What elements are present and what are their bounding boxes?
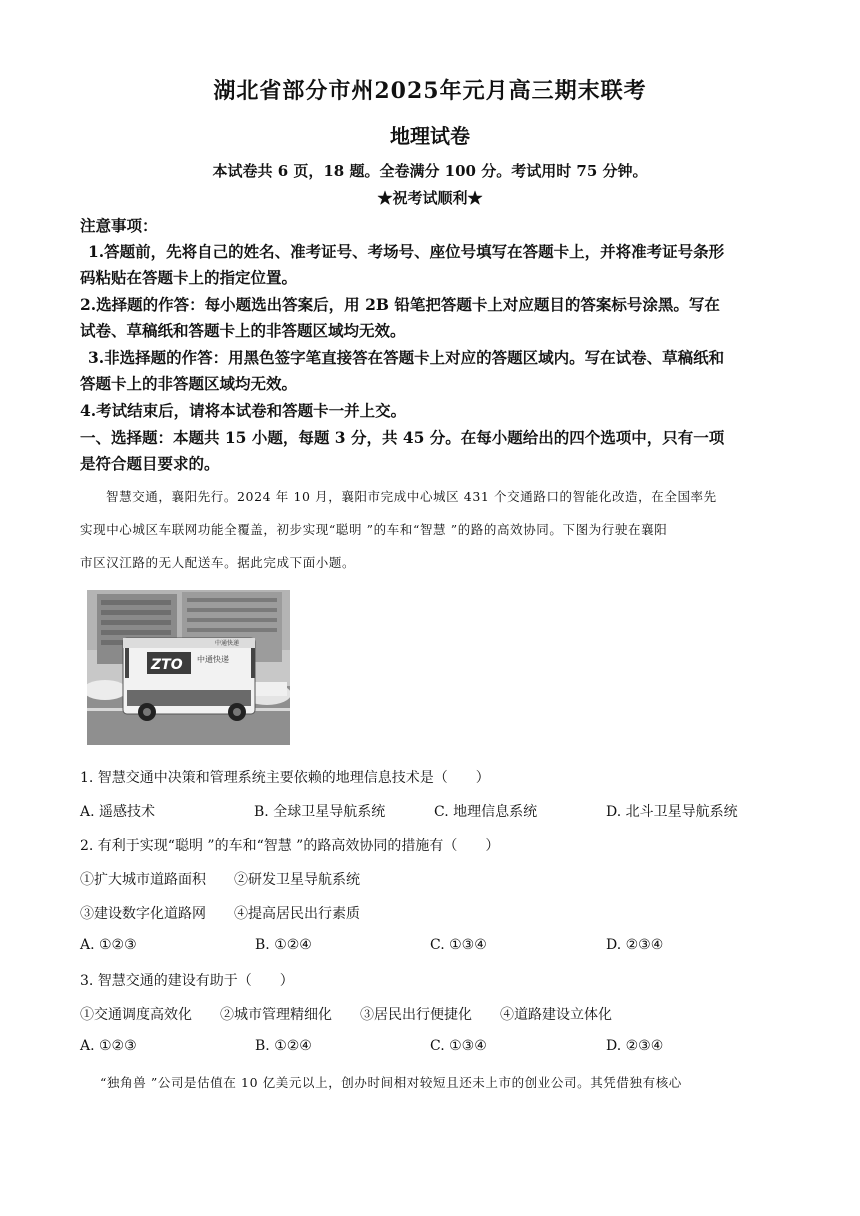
- option-a: A. ①②③: [80, 937, 137, 953]
- option-b: B. ①②④: [255, 937, 312, 953]
- question-stem: 1. 智慧交通中决策和管理系统主要依赖的地理信息技术是（ ）: [80, 770, 490, 786]
- notice-line: 4.考试结束后，请将本试卷和答题卡一并上交。: [80, 401, 407, 420]
- option-d: D. ②③④: [606, 937, 664, 953]
- exam-info: 本试卷共 6 页，18 题。全卷满分 100 分。考试用时 75 分钟。: [212, 162, 648, 180]
- option-a: A. 遥感技术: [80, 804, 156, 820]
- notice-line: 1.答题前，先将自己的姓名、准考证号、考场号、座位号填写在答题卡上，并将准考证号条形: [88, 242, 725, 261]
- statement-line: ③建设数字化道路网 ④提高居民出行素质: [80, 906, 360, 922]
- passage-line: “独角兽 ”公司是估值在 10 亿美元以上，创办时间相对较短且还未上市的创业公司。其凭借独有核心: [100, 1075, 682, 1090]
- notice-heading: 注意事项：: [80, 216, 158, 235]
- notice-line: 3.非选择题的作答：用黑色签字笔直接答在答题卡上对应的答题区域内。写在试卷、草稿纸和: [88, 348, 725, 367]
- statement-line: ①扩大城市道路面积 ②研发卫星导航系统: [80, 872, 360, 888]
- option-a: A. ①②③: [80, 1038, 137, 1054]
- passage-line: 市区汉江路的无人配送车。据此完成下面小题。: [80, 555, 356, 570]
- delivery-vehicle-photo: [87, 590, 290, 745]
- photo-brand: ZTO: [151, 657, 183, 673]
- notice-line: 答题卡上的非答题区域均无效。: [80, 374, 298, 393]
- subject-title: 地理试卷: [390, 124, 470, 148]
- option-b: B. ①②④: [255, 1038, 312, 1054]
- option-c: C. ①③④: [430, 937, 487, 953]
- question-stem: 3. 智慧交通的建设有助于（ ）: [80, 973, 294, 989]
- option-b: B. 全球卫星导航系统: [254, 804, 386, 820]
- option-d: D. ②③④: [606, 1038, 664, 1054]
- notice-line: 2.选择题的作答：每小题选出答案后，用 2B 铅笔把答题卡上对应题目的答案标号涂黑。写在: [80, 295, 720, 314]
- photo-brand-cn: 中通快递: [197, 655, 229, 664]
- blessing-text: ★祝考试顺利★: [377, 189, 483, 207]
- question-stem: 2. 有利于实现“聪明 ”的车和“智慧 ”的路高效协同的措施有（ ）: [80, 838, 500, 854]
- option-d: D. 北斗卫星导航系统: [606, 804, 738, 820]
- option-c: C. ①③④: [430, 1038, 487, 1054]
- section-heading-cont: 是符合题目要求的。: [80, 454, 220, 473]
- photo-sign: 中通快递: [215, 640, 240, 647]
- section-heading: 一、选择题：本题共 15 小题，每题 3 分，共 45 分。在每小题给出的四个选项中，只有一项: [80, 428, 725, 447]
- passage-line: 实现中心城区车联网功能全覆盖，初步实现“聪明 ”的车和“智慧 ”的路的高效协同。下图为行驶在襄阳: [80, 522, 668, 537]
- passage-line: 智慧交通，襄阳先行。2024 年 10 月，襄阳市完成中心城区 431 个交通路口的智能化改造，在全国率先: [106, 489, 717, 504]
- exam-title: 湖北省部分市州2025年元月高三期末联考: [213, 78, 647, 104]
- statement-line: ①交通调度高效化 ②城市管理精细化 ③居民出行便捷化 ④道路建设立体化: [80, 1007, 612, 1023]
- notice-line: 试卷、草稿纸和答题卡上的非答题区域均无效。: [80, 321, 406, 340]
- option-c: C. 地理信息系统: [434, 804, 538, 820]
- notice-line: 码粘贴在答题卡上的指定位置。: [80, 268, 298, 287]
